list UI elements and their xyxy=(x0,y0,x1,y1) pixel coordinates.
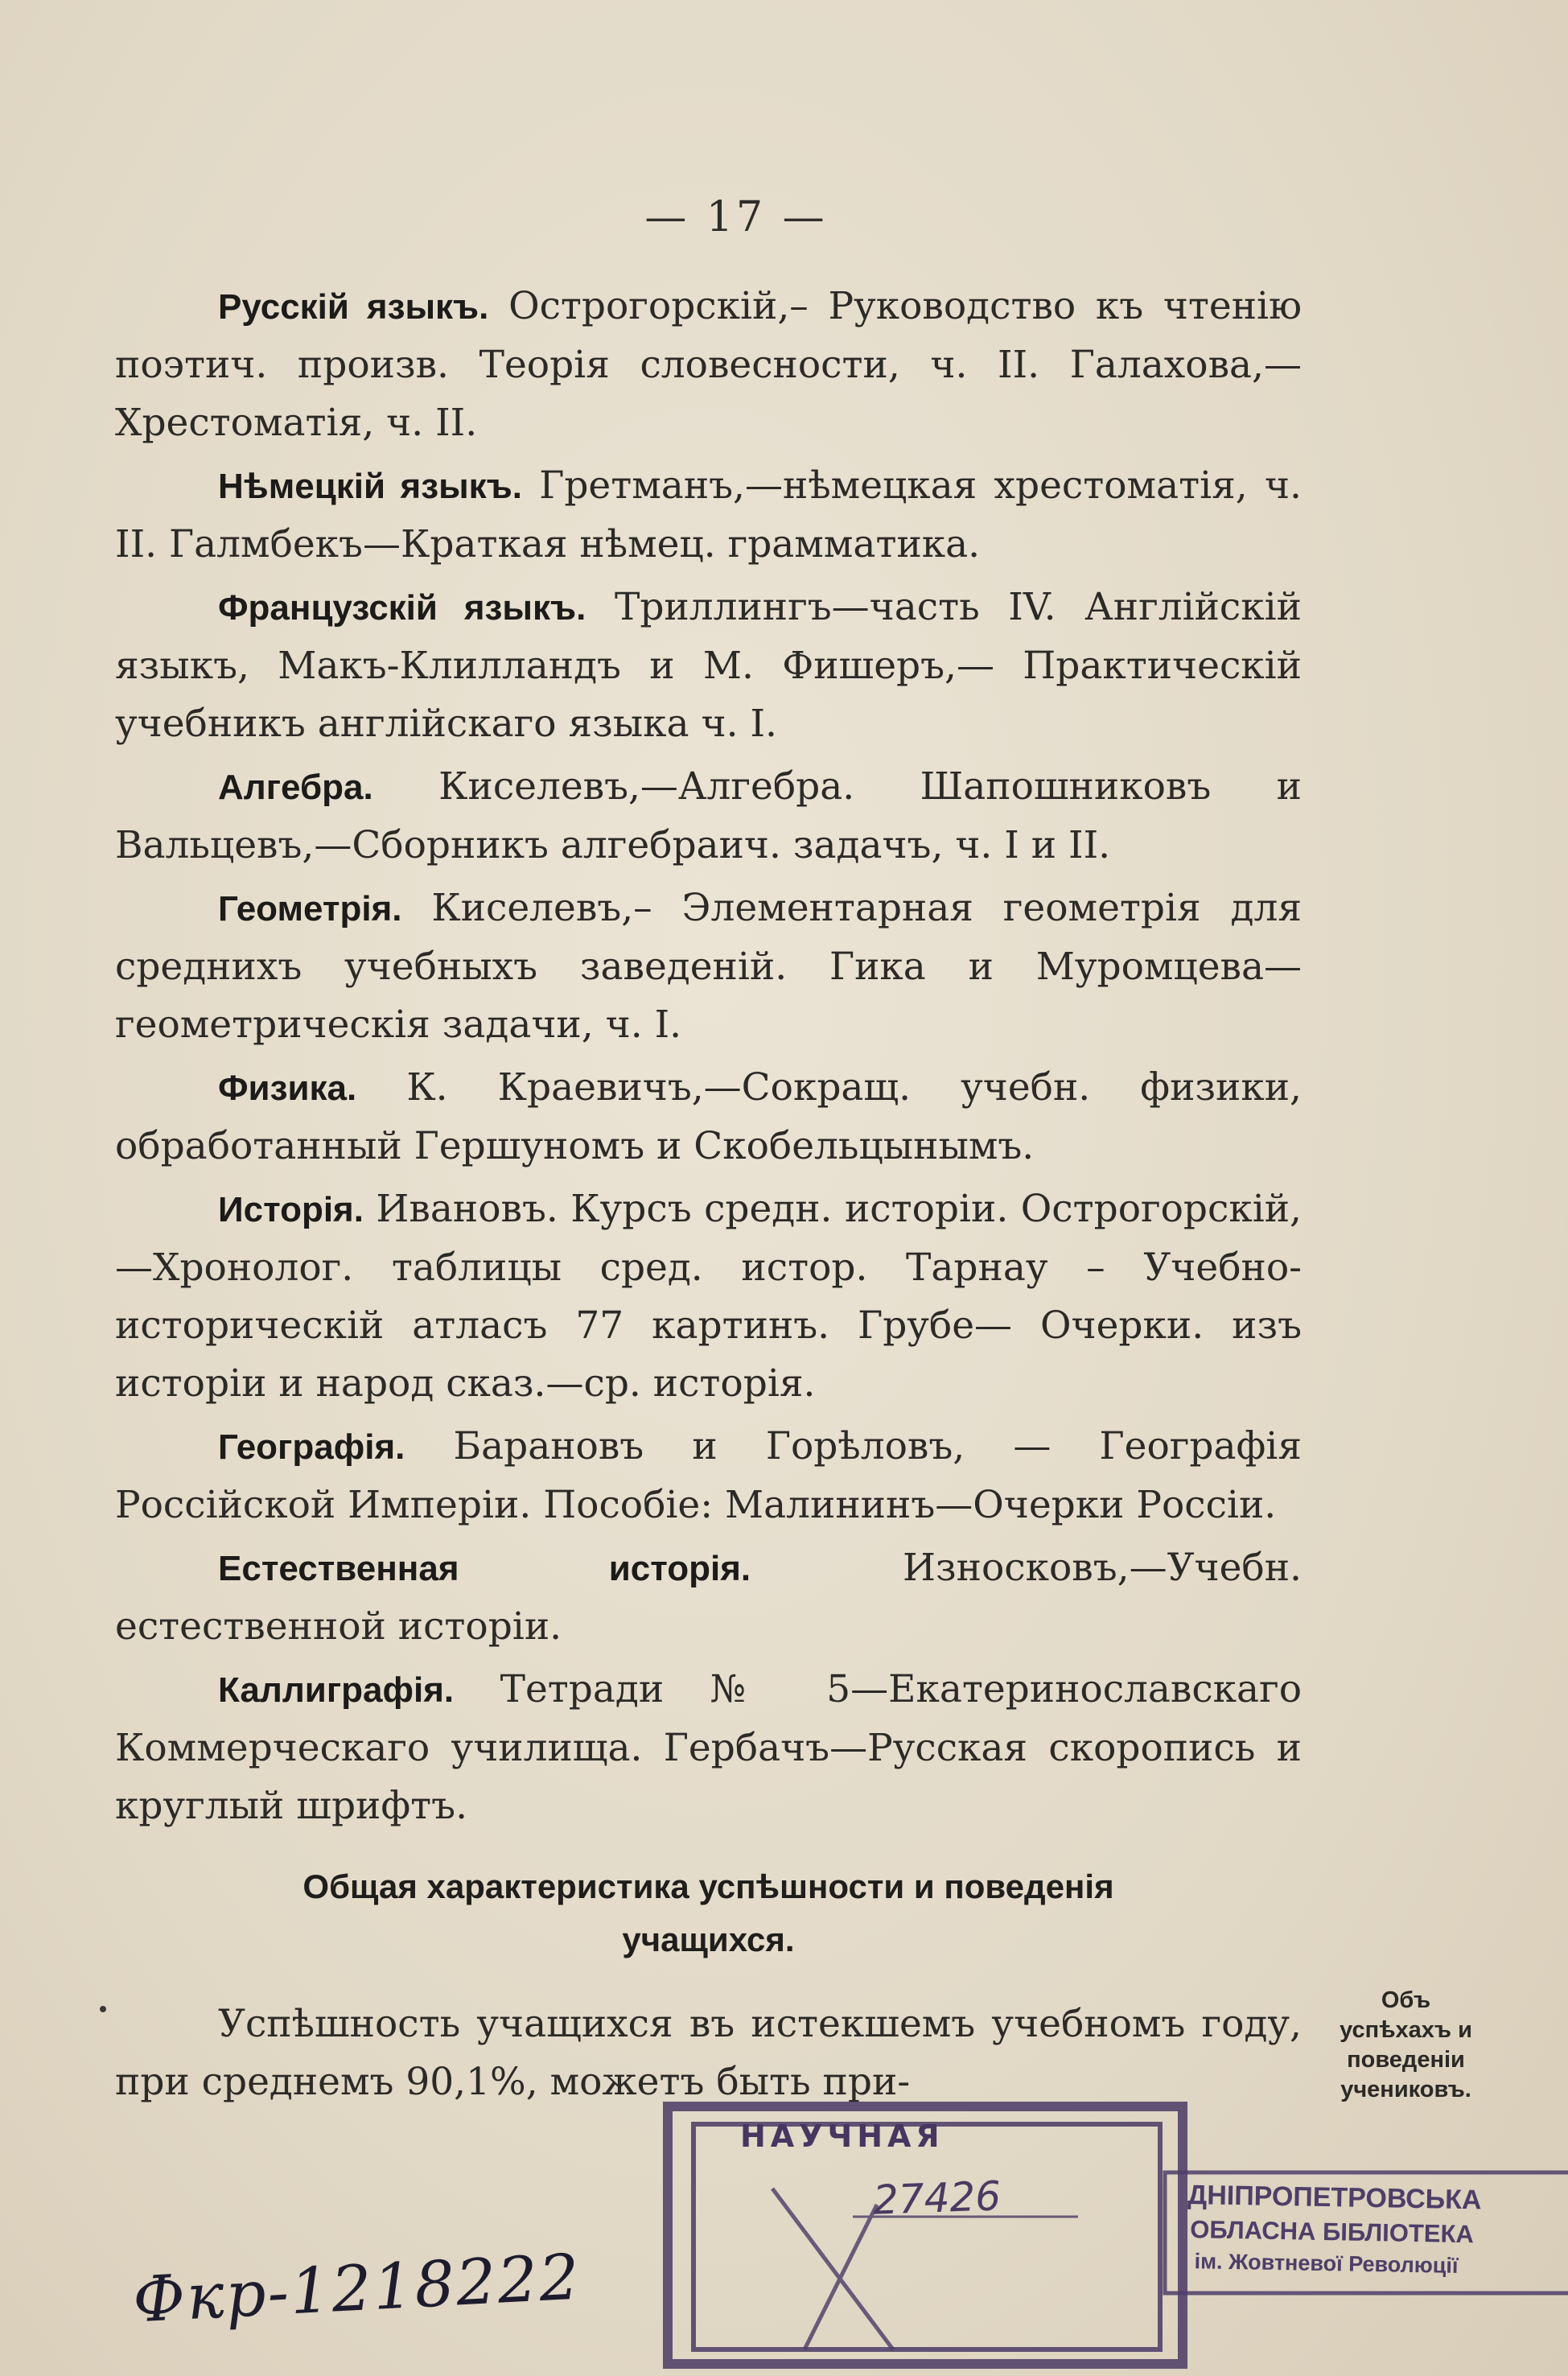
stamp-cross-line xyxy=(805,2205,877,2349)
page-number: — 17 — xyxy=(644,193,828,241)
margin-note-line: поведеніи xyxy=(1347,2047,1465,2073)
margin-note-line: учениковъ. xyxy=(1340,2077,1471,2102)
oblast-library-stamp xyxy=(1169,2165,1568,2325)
handwritten-shelfmark: Фкр-1218222 xyxy=(131,2241,582,2337)
section-title-line: Общая характеристика успѣшности и поведенія xyxy=(302,1867,1114,1905)
subject-heading: Геометрія. xyxy=(218,889,402,929)
subject-heading: Географія. xyxy=(218,1427,405,1467)
stamp-line: ДНІПРОПЕТРОВСЬКА xyxy=(1187,2180,1482,2216)
margin-note-line: Объ xyxy=(1381,1987,1431,2013)
subject-text: К. Краевичъ,—Сокращ. учебн. физики, обработанный Гершуномъ и Скобельцынымъ. xyxy=(115,1065,1302,1168)
subject-heading: Физика. xyxy=(218,1069,357,1108)
subject-text: Киселевъ,– Элементарная геометрія для среднихъ учебныхъ заведеній. Гика и Муромцева—геометрическія задачи, ч. I. xyxy=(115,886,1302,1047)
stamp-library-word: НАУЧНАЯ xyxy=(740,2119,945,2154)
subject-heading: Алгебра. xyxy=(218,768,373,807)
subject-text: Ивановъ. Курсъ средн. исторіи. Острогорскій,—Хронолог. таблицы сред. истор. Тарнау – Учебно-историческій атласъ 77 картинъ. Грубе— Очерки. изъ исторіи и народ сказ.—ср. исторія. xyxy=(115,1187,1302,1406)
stamp-line: ОБЛАСНА БІБЛІОТЕКА xyxy=(1189,2215,1475,2249)
subject-heading: Исторія. xyxy=(218,1190,364,1229)
subject-heading: Нѣмецкій языкъ. xyxy=(218,467,522,506)
subject-text: Киселевъ,—Алгебра. Шапошниковъ и Вальцевъ,—Сборникъ алгебраич. задачъ, ч. I и II. xyxy=(115,764,1302,867)
section-title-line: учащихся. xyxy=(622,1921,795,1958)
subject-text: Острогорскій,– Руководство къ чтенію поэтич. произв. Теорія словесности, ч. II. Галахова,—Хрестоматія, ч. II. xyxy=(115,284,1302,445)
subject-heading: Французскій языкъ. xyxy=(218,588,586,628)
stamp-line: ім. Жовтневої Революції xyxy=(1194,2249,1459,2278)
subject-text: Барановъ и Горѣловъ, — Географія Россійской Имперіи. Пособіе: Малининъ—Очерки Россіи. xyxy=(115,1424,1302,1527)
subject-heading: Естественная исторія. xyxy=(218,1549,751,1588)
stamp-inner-frame xyxy=(693,2124,1160,2349)
section-paragraph: Успѣшность учащихся въ истекшемъ учебномъ году, при среднемъ 90,1%, можетъ быть при- xyxy=(115,2002,1302,2104)
subject-heading: Русскій языкъ. xyxy=(218,287,489,327)
subject-text: Тетради № 5—Екатеринославскаго Коммерческаго училища. Гербачъ—Русская скоропись и круглый шрифтъ. xyxy=(115,1667,1302,1828)
stamp-inventory-number: 27426 xyxy=(872,2172,1002,2224)
subject-text: Гретманъ,—нѣмецкая хрестоматія, ч. II. Галмбекъ—Краткая нѣмец. грамматика. xyxy=(115,463,1302,566)
subject-text: Износковъ,—Учебн. естественной исторіи. xyxy=(115,1546,1302,1649)
subject-heading: Каллиграфія. xyxy=(218,1670,455,1710)
subject-text: Триллингъ—часть IV. Англійскій языкъ, Макъ-Клилландъ и М. Фишеръ,— Практическій учебникъ англійскаго языка ч. I. xyxy=(115,585,1302,746)
margin-note-line: успѣхахъ и xyxy=(1340,2017,1472,2043)
